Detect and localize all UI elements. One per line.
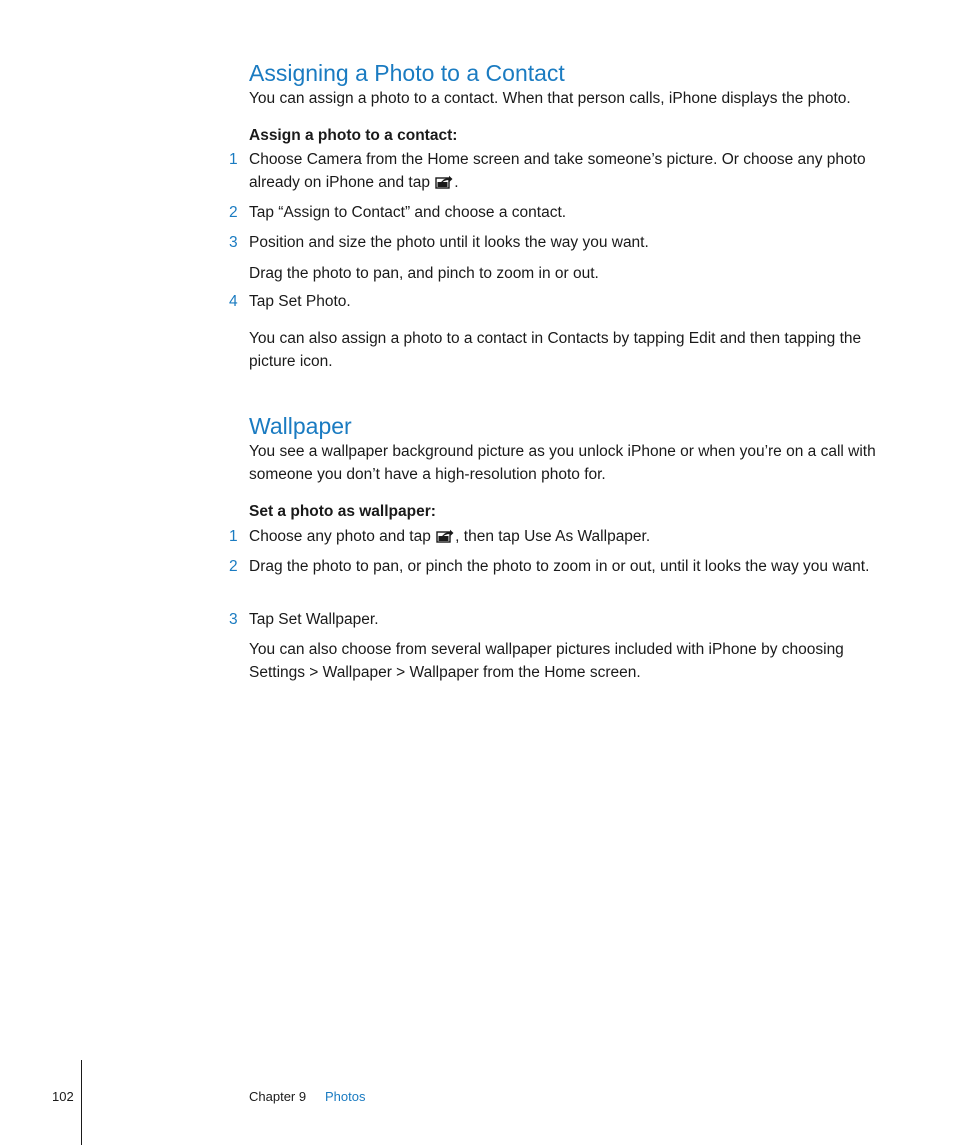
section-intro: You see a wallpaper background picture as you unlock iPhone or when you’re on a call with someone you don’t have a high-resolution photo for. bbox=[249, 443, 876, 483]
section-title-assigning-photo: Assigning a Photo to a Contact bbox=[249, 60, 565, 86]
task-subheading: Set a photo as wallpaper: bbox=[249, 503, 436, 520]
step-text bbox=[249, 148, 879, 194]
step-text: Position and size the photo until it looks the way you want. bbox=[249, 234, 649, 251]
step-text: Tap Set Wallpaper. bbox=[249, 611, 379, 628]
step-text-part: Choose any photo and tap bbox=[249, 528, 436, 545]
section-closing-paragraph: You can also choose from several wallpaper pictures included with iPhone by choosing Settings > Wallpaper > Wallpaper from the Home screen. bbox=[249, 641, 844, 681]
step-number: 2 bbox=[229, 204, 238, 221]
step-number: 4 bbox=[229, 293, 238, 310]
step-number: 1 bbox=[229, 528, 238, 545]
share-action-icon bbox=[435, 173, 453, 187]
step-text bbox=[249, 525, 879, 548]
step-number: 1 bbox=[229, 151, 238, 168]
footer-section-link[interactable]: Photos bbox=[325, 1089, 366, 1104]
step-text-part: . bbox=[454, 174, 459, 191]
page-number: 102 bbox=[52, 1089, 74, 1104]
footer-chapter: Chapter 9 bbox=[249, 1089, 307, 1104]
step-number: 2 bbox=[229, 558, 238, 575]
step-text: Tap “Assign to Contact” and choose a contact. bbox=[249, 204, 567, 221]
step-text-part: , then tap Use As Wallpaper. bbox=[455, 528, 651, 545]
task-subheading: Assign a photo to a contact: bbox=[249, 127, 458, 144]
step-number: 3 bbox=[229, 611, 238, 628]
step-number: 3 bbox=[229, 234, 238, 251]
step-text: Drag the photo to pan, or pinch the photo to zoom in or out, until it looks the way you want. bbox=[249, 558, 870, 575]
section-intro: You can assign a photo to a contact. When that person calls, iPhone displays the photo. bbox=[249, 90, 851, 107]
step-note: Drag the photo to pan, and pinch to zoom in or out. bbox=[249, 265, 599, 282]
step-text: Tap Set Photo. bbox=[249, 293, 351, 310]
footer-divider bbox=[81, 1060, 82, 1145]
section-title-wallpaper: Wallpaper bbox=[249, 413, 352, 439]
step-text-part: Choose Camera from the Home screen and take someone’s picture. Or choose any photo already on iPhone and tap bbox=[249, 151, 866, 191]
share-action-icon bbox=[436, 527, 454, 541]
section-closing-paragraph: You can also assign a photo to a contact in Contacts by tapping Edit and then tapping the picture icon. bbox=[249, 330, 862, 370]
